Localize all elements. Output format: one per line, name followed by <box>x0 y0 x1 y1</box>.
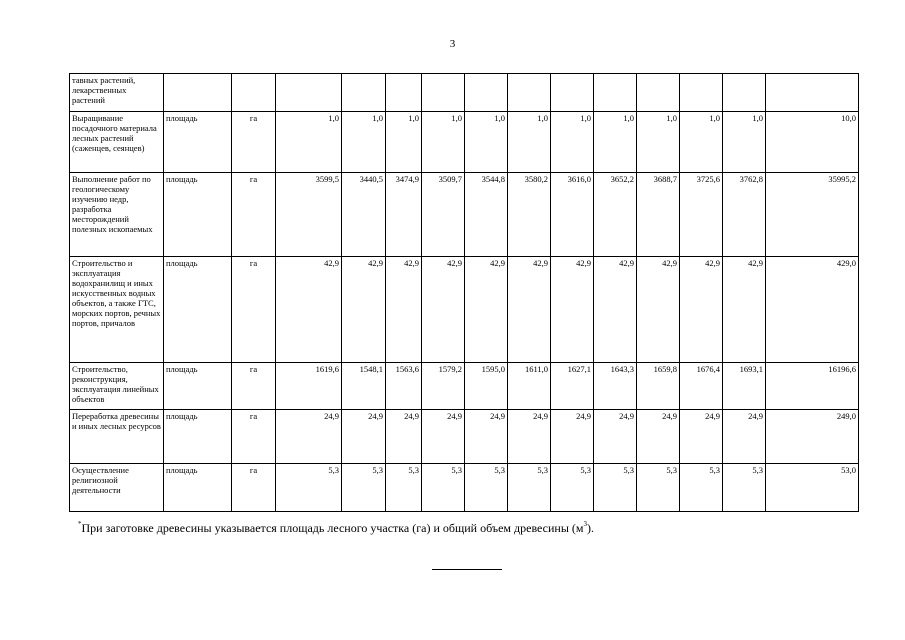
value-cell: 1627,1 <box>551 363 594 410</box>
value-cell: 1,0 <box>386 112 422 173</box>
value-cell: 1,0 <box>508 112 551 173</box>
table-row <box>70 410 859 464</box>
footnote-closing: ). <box>587 521 594 535</box>
unit-cell: га <box>232 410 276 464</box>
value-cell: 24,9 <box>422 410 465 464</box>
value-cell: 1659,8 <box>637 363 680 410</box>
unit-cell: га <box>232 112 276 173</box>
value-cell: 1,0 <box>276 112 342 173</box>
unit-cell: га <box>232 257 276 363</box>
value-cell: 3616,0 <box>551 173 594 257</box>
value-cell: 24,9 <box>594 410 637 464</box>
value-cell <box>276 74 342 112</box>
value-cell: 42,9 <box>508 257 551 363</box>
footnote-unit-power: 3 <box>583 520 587 528</box>
value-cell: 1595,0 <box>465 363 508 410</box>
footnote <box>78 521 594 535</box>
value-cell: 1563,6 <box>386 363 422 410</box>
total-cell: 16196,6 <box>766 363 859 410</box>
value-cell: 24,9 <box>386 410 422 464</box>
value-cell: 42,9 <box>594 257 637 363</box>
activity-cell: Выращивание посадочного материала лесных растений (саженцев, сеянцев) <box>70 112 164 173</box>
value-cell: 5,3 <box>386 464 422 512</box>
value-cell: 3652,2 <box>594 173 637 257</box>
value-cell: 5,3 <box>465 464 508 512</box>
value-cell: 1579,2 <box>422 363 465 410</box>
page-number: 3 <box>449 38 456 50</box>
value-cell <box>680 74 723 112</box>
total-cell <box>766 74 859 112</box>
value-cell: 1,0 <box>637 112 680 173</box>
parameter-cell: площадь <box>164 410 232 464</box>
table-body <box>70 74 859 512</box>
value-cell: 42,9 <box>386 257 422 363</box>
table-row <box>70 464 859 512</box>
forest-use-table <box>69 73 859 512</box>
activity-cell: Осуществление религиозной деятельности <box>70 464 164 512</box>
total-cell: 35995,2 <box>766 173 859 257</box>
value-cell <box>386 74 422 112</box>
footnote-marker: * <box>78 520 82 528</box>
value-cell <box>551 74 594 112</box>
unit-cell: га <box>232 464 276 512</box>
value-cell: 42,9 <box>422 257 465 363</box>
value-cell: 5,3 <box>422 464 465 512</box>
value-cell: 42,9 <box>551 257 594 363</box>
value-cell: 42,9 <box>276 257 342 363</box>
value-cell: 1,0 <box>594 112 637 173</box>
value-cell: 1693,1 <box>723 363 766 410</box>
table-row <box>70 173 859 257</box>
value-cell <box>508 74 551 112</box>
value-cell: 24,9 <box>342 410 386 464</box>
unit-cell: га <box>232 173 276 257</box>
total-cell: 10,0 <box>766 112 859 173</box>
value-cell: 24,9 <box>723 410 766 464</box>
value-cell: 42,9 <box>342 257 386 363</box>
value-cell: 1,0 <box>723 112 766 173</box>
value-cell: 1,0 <box>680 112 723 173</box>
value-cell: 24,9 <box>465 410 508 464</box>
value-cell: 3580,2 <box>508 173 551 257</box>
total-cell: 249,0 <box>766 410 859 464</box>
value-cell: 3762,8 <box>723 173 766 257</box>
parameter-cell: площадь <box>164 112 232 173</box>
value-cell: 1,0 <box>342 112 386 173</box>
parameter-cell: площадь <box>164 257 232 363</box>
parameter-cell: площадь <box>164 173 232 257</box>
parameter-cell <box>164 74 232 112</box>
value-cell: 3725,6 <box>680 173 723 257</box>
value-cell: 3474,9 <box>386 173 422 257</box>
activity-cell: Переработка древесины и иных лесных ресурсов <box>70 410 164 464</box>
value-cell <box>594 74 637 112</box>
value-cell: 1,0 <box>422 112 465 173</box>
total-cell: 53,0 <box>766 464 859 512</box>
table-row <box>70 363 859 410</box>
value-cell: 1,0 <box>465 112 508 173</box>
value-cell: 1643,3 <box>594 363 637 410</box>
value-cell: 42,9 <box>637 257 680 363</box>
value-cell: 1548,1 <box>342 363 386 410</box>
value-cell: 5,3 <box>637 464 680 512</box>
activity-cell: Выполнение работ по геологическому изучению недр, разработка месторождений полезных ископаемых <box>70 173 164 257</box>
unit-cell: га <box>232 363 276 410</box>
value-cell: 5,3 <box>680 464 723 512</box>
value-cell <box>342 74 386 112</box>
value-cell: 3544,8 <box>465 173 508 257</box>
value-cell: 3509,7 <box>422 173 465 257</box>
value-cell: 24,9 <box>551 410 594 464</box>
value-cell: 1,0 <box>551 112 594 173</box>
value-cell: 5,3 <box>508 464 551 512</box>
value-cell: 1611,0 <box>508 363 551 410</box>
value-cell <box>465 74 508 112</box>
value-cell: 42,9 <box>465 257 508 363</box>
value-cell: 3440,5 <box>342 173 386 257</box>
value-cell: 1619,6 <box>276 363 342 410</box>
activity-cell: Строительство, реконструкция, эксплуатация линейных объектов <box>70 363 164 410</box>
separator-line <box>432 569 502 570</box>
total-cell: 429,0 <box>766 257 859 363</box>
activity-cell: Строительство и эксплуатация водохранилищ и иных искусственных водных объектов, а также ГТС, морских портов, речных портов, причалов <box>70 257 164 363</box>
value-cell: 42,9 <box>723 257 766 363</box>
parameter-cell: площадь <box>164 464 232 512</box>
value-cell: 5,3 <box>342 464 386 512</box>
value-cell: 1676,4 <box>680 363 723 410</box>
value-cell: 5,3 <box>723 464 766 512</box>
value-cell: 24,9 <box>276 410 342 464</box>
value-cell: 3599,5 <box>276 173 342 257</box>
value-cell: 24,9 <box>637 410 680 464</box>
activity-cell: тавных растений, лекарственных растений <box>70 74 164 112</box>
value-cell: 5,3 <box>551 464 594 512</box>
value-cell <box>723 74 766 112</box>
table-row <box>70 257 859 363</box>
value-cell: 5,3 <box>594 464 637 512</box>
value-cell <box>422 74 465 112</box>
value-cell <box>637 74 680 112</box>
parameter-cell: площадь <box>164 363 232 410</box>
table-row <box>70 74 859 112</box>
table-row <box>70 112 859 173</box>
unit-cell <box>232 74 276 112</box>
value-cell: 5,3 <box>276 464 342 512</box>
value-cell: 3688,7 <box>637 173 680 257</box>
value-cell: 42,9 <box>680 257 723 363</box>
value-cell: 24,9 <box>680 410 723 464</box>
footnote-text: При заготовке древесины указывается площадь лесного участка (га) и общий объем древесины (м <box>81 521 584 535</box>
value-cell: 24,9 <box>508 410 551 464</box>
